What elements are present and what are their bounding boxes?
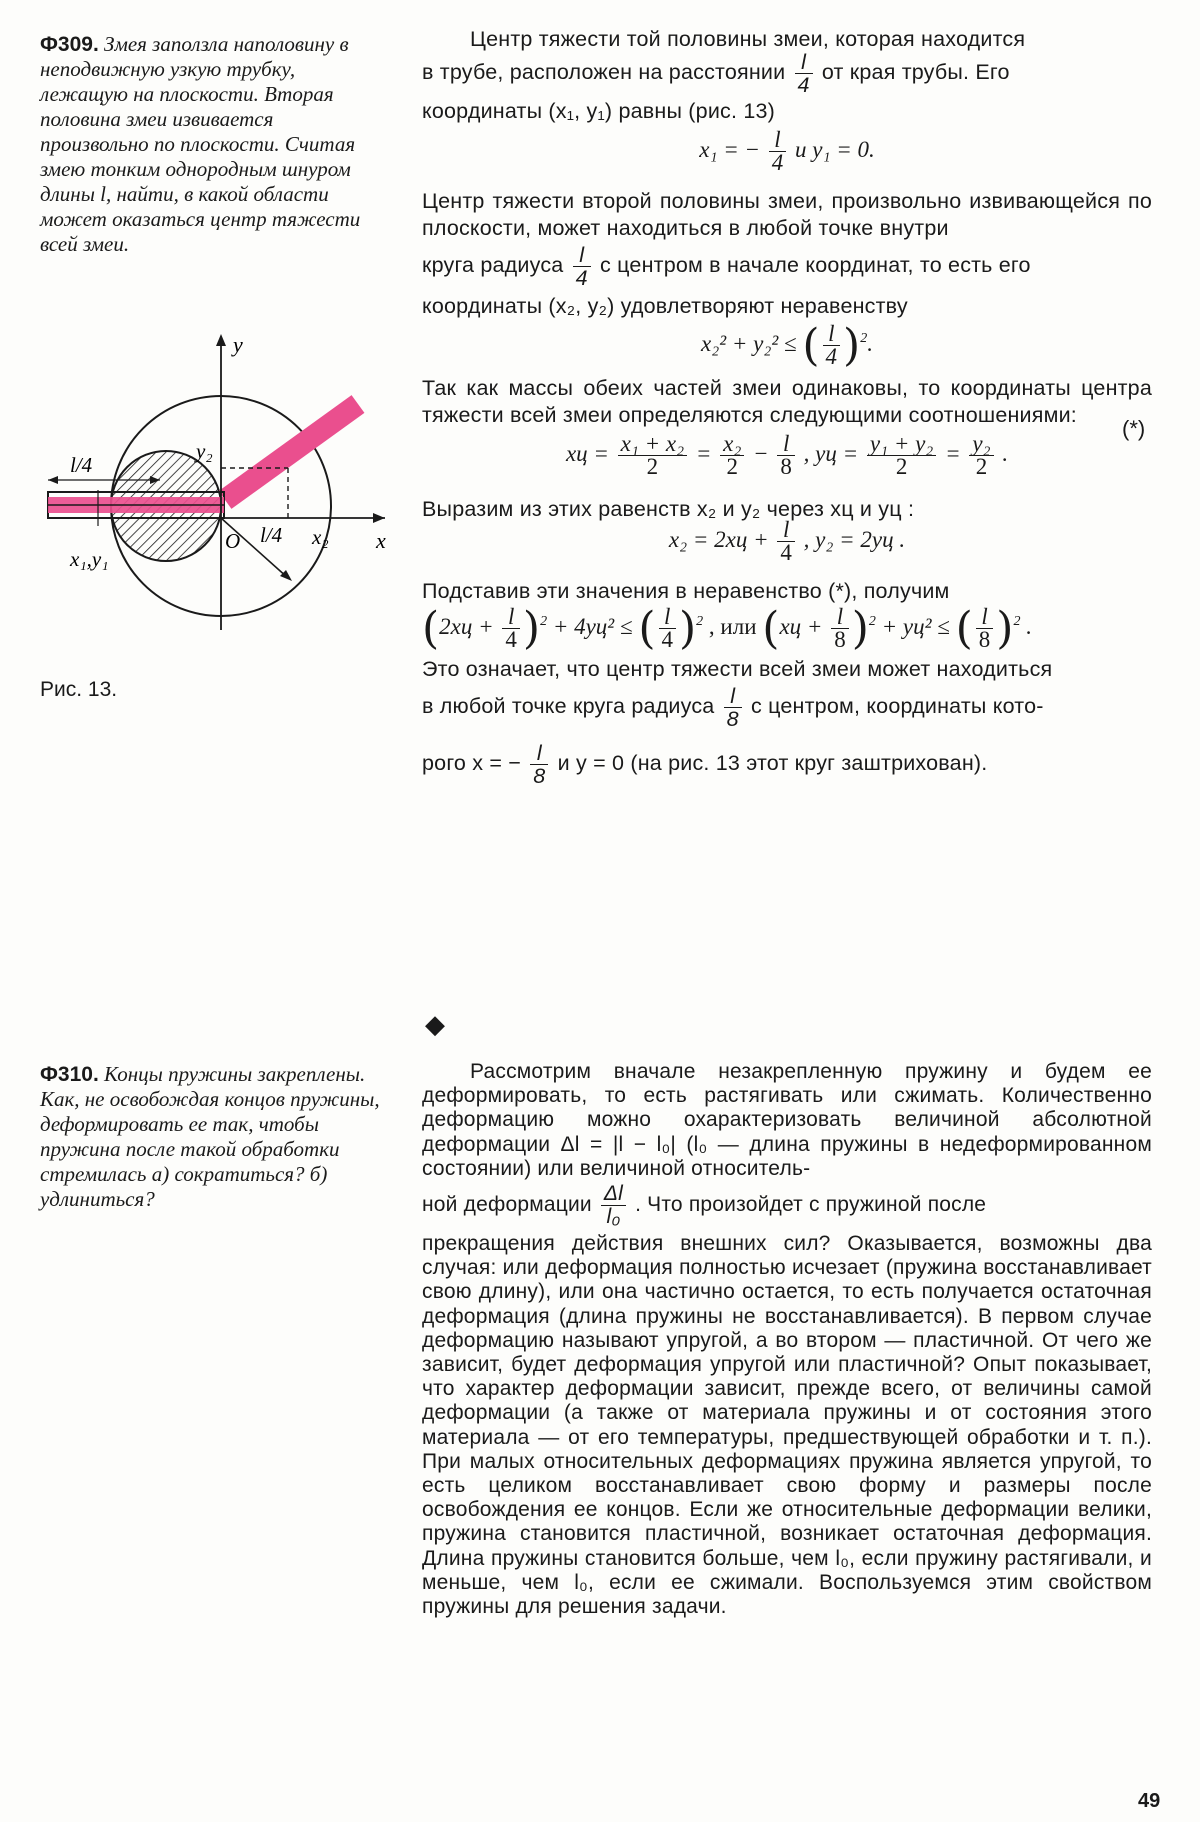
figure-13 <box>40 330 400 650</box>
label-x-axis: x <box>376 528 386 553</box>
label-origin: O <box>225 529 241 553</box>
page-number: 49 <box>1138 1790 1161 1812</box>
end-of-solution-marker: ◆ <box>425 1010 445 1039</box>
sol309-p1-line2: в трубе, расположен на расстоянии $\frac{l}{4}$ от края трубы. Его <box>422 50 1010 97</box>
sol309-p1d: координаты (x₁, y₁) равны (рис. 13) <box>422 99 775 123</box>
problem-statement: Концы пружины закреплены. Как, не освобождая концов пружины, деформировать ее так, чтобы пружина после такой обработки стремилась а) сократиться? б) удлиниться? <box>40 1062 380 1211</box>
equation-star-marker: (*) <box>1122 416 1146 441</box>
sol309-p3: Так как массы обеих частей змеи одинаковы, то координаты центра тяжести всей змеи определяются следующими соотношениями: <box>422 376 1152 427</box>
sol309-p1a: Центр тяжести той половины змеи, которая находится <box>470 27 1026 51</box>
equation-substitute: x₂ = 2xц + $\frac{l}{4}$ , y₂ = 2yц . <box>668 517 906 565</box>
sol309-p2-line: круга радиуса $\frac{l}{4}$ с центром в начале координат, то есть его <box>422 243 1031 290</box>
label-l4-radius: l/4 <box>260 523 283 547</box>
sol310-p1-line: ной деформации $\frac{\Delta l}{\text{l₀}}$ . Что произойдет с пружиной после <box>422 1182 987 1229</box>
sol310-p1d: прекращения действия внешних сил? Оказывается, возможны два случая: или деформация полностью исчезает (пружина восстанавливает свою длину), или она частично остается, то есть получается остаточная деформация (длина пружины не восстанавливается). В первом случае деформацию называют упругой, а во втором — пластичной. От чего же зависит, будет деформация упругой или пластичной? Опыт показывает, что характер деформации зависит, прежде всего, от величины самой деформации (а также от материала пружины и от состояния этого материала — от его температуры, предшествующей обработки и т. п.). При малых относительных деформациях пружина является упругой, то есть целиком восстанавливает свою форму и размеры после освобождения ее концов. Если же относительные деформации велики, пружина становится пластичной, возникает остаточная деформация. Длина пружины становится больше, чем l₀, если пружину растягивали, и меньше, чем l₀, если ее сжимали. Воспользуемся этим свойством пружины для решения задачи. <box>422 1232 1152 1619</box>
problem-number: Ф309. <box>40 33 99 56</box>
sol309-p6-line: в любой точке круга радиуса $\frac{l}{8}$ с центром, координаты кото- <box>422 684 1044 731</box>
label-x1y1: x₁,y₁ <box>70 547 109 571</box>
sol309-p6-last: рого x = − $\frac{l}{8}$ и y = 0 (на рис. 13 этот круг заштрихован). <box>422 741 988 788</box>
sol309-p4: Выразим из этих равенств x₂ и y₂ через xц и yц : <box>422 497 915 521</box>
label-l4-left: l/4 <box>70 453 93 477</box>
problem-number: Ф310. <box>40 1063 99 1086</box>
solution-310 <box>422 1060 1152 1619</box>
problem-310 <box>40 1062 385 1212</box>
equation-x1: x₁ = − $\frac{l}{4}$ и y₁ = 0. <box>699 127 875 175</box>
sol309-p2a: Центр тяжести второй половины змеи, произвольно извивающейся по плоскости, может находиться в любой точке внутри <box>422 189 1152 240</box>
equation-final: (2xц + $\frac{l}{4}$ )$^2$ + 4yц² ≤ ( $\frac{l}{4}$ )$^2$ , или (xц + $\frac{l}{8}$ )$^2$ + yц² ≤ ( $\frac{l}{8}$ )$^2$ . <box>422 603 1032 654</box>
label-y2: y₂ <box>196 439 213 463</box>
problem-statement: Змея заползла наполовину в неподвижную узкую трубку, лежащую на плоскости. Вторая половина змеи извивается произвольно по плоскости. Считая змею тонким однородным шнуром длины l, найти, в какой области может оказаться центр тяжести всей змеи. <box>40 32 361 256</box>
label-y-axis: y <box>233 332 243 357</box>
sol309-p2d: координаты (x₂, y₂) удовлетворяют неравенству <box>422 294 908 318</box>
label-x2: x₂ <box>312 525 329 549</box>
fraction-l-4: $\frac{l}{4}$ <box>795 51 813 96</box>
equation-star: x₂² + y₂² ≤ ( $\frac{l}{4}$ )$^2$. <box>701 320 873 371</box>
figure-caption: Рис. 13. <box>40 678 118 701</box>
solution-309 <box>422 26 1152 787</box>
sol309-p5: Подставив эти значения в неравенство (*), получим <box>422 579 950 603</box>
problem-309 <box>40 32 385 257</box>
sol310-p1a: Рассмотрим вначале незакрепленную пружину и будем ее деформировать, то есть растягивать или сжимать. Количественно деформацию можно охарактеризовать величиной абсолютной деформации Δl = |l − l₀| (l₀ — длина пружины в недеформированном состоянии) или величиной относитель- <box>422 1060 1152 1180</box>
equation-center: xц = $\frac{\text{x₁ + x₂}}{2}$ = $\frac{\text{x₂}}{2}$ − $\frac{l}{8}$ , yц = $\frac{\text{y₁ + y₂}}{2}$ = $\frac{\text{y₂}}{2}$ . <box>565 431 1009 479</box>
sol309-p6a: Это означает, что центр тяжести всей змеи может находиться <box>422 657 1053 681</box>
snake-free-half <box>225 404 358 500</box>
